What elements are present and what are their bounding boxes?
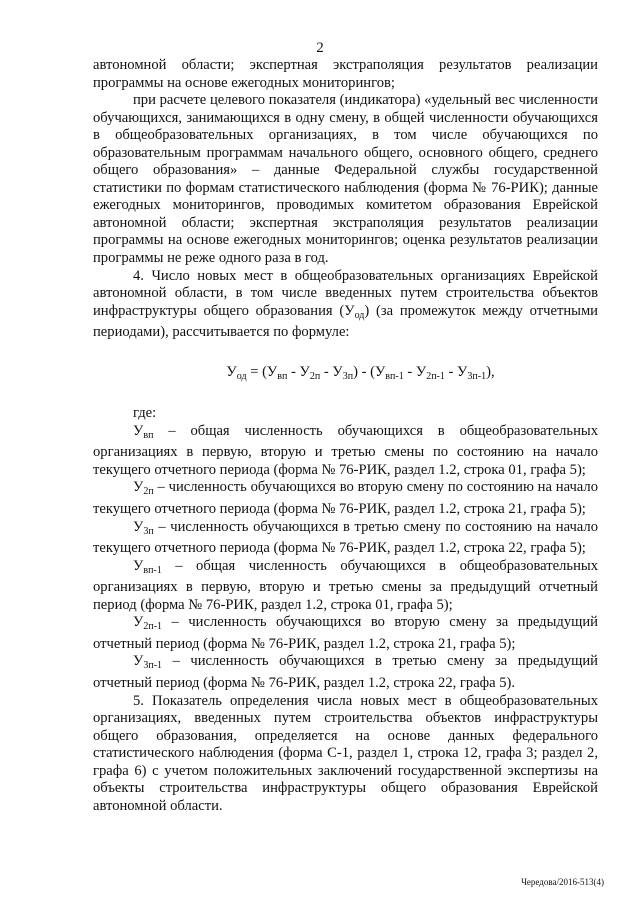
page-number: 2 <box>316 40 324 56</box>
formula: $У_{од} = (У_{вп} - У_{2п} - У_{3п}) - (У_{вп-1} - У_{2п-1} - У_{3п-1})$, <box>226 363 495 382</box>
footer-ref: Чередова/2016-513(4) <box>521 877 604 887</box>
document-body <box>93 57 598 815</box>
definition: $У_{вп}$ – общая численность обучающихся в общеобразовательных организациях в первую, вторую и третью смены по состоянию на начало текущего отчетного периода (форма № 76-РИК, раздел 1.2, строка 01, графа 5); <box>93 422 598 478</box>
definition: $У_{2п-1}$ – численность обучающихся во вторую смену за предыдущий отчетный период (форма № 76-РИК, раздел 1.2, строка 21, графа 5); <box>93 614 598 652</box>
definition: $У_{3п-1}$ – численность обучающихся в третью смену за предыдущий отчетный период (форма № 76-РИК, раздел 1.2, строка 22, графа 5). <box>93 653 598 691</box>
paragraph-4: 4. Число новых мест в общеобразовательных организациях Еврейской автономной области, в том числе введенных путем строительства объектов инфраструктуры общего образования $(У_{од})$ (за промежуток между отчетными периодами), рассчитывается по формуле: <box>93 267 598 341</box>
paragraph: при расчете целевого показателя (индикатора) «удельный вес численности обучающихся, занимающихся в одну смену, в общей численности обучающихся в общеобразовательных организациях, в том числе обучающихся по образовательным программам начального общего, основного общего, среднего общего образования» – данные Федеральной службы государственной статистики по формам статистического наблюдения (форма № 76-РИК); данные ежегодных мониторингов, проводимых комитетом образования Еврейской автономной области; экспертная экстраполяция результатов реализации программы на основе ежегодных мониторингов; оценка результатов реализации программы не реже одного раза в год. <box>93 92 598 267</box>
where-label: где: <box>133 405 157 422</box>
definition: $У_{3п}$ – численность обучающихся в третью смену по состоянию на начало текущего отчетного периода (форма № 76-РИК, раздел 1.2, строка 22, графа 5); <box>93 518 598 557</box>
definition: $У_{вп-1}$ – общая численность обучающихся в общеобразовательных организациях в первую, вторую и третью смены за предыдущий отчетный период (форма № 76-РИК, раздел 1.2, строка 01, графа 5); <box>93 557 598 613</box>
paragraph-5: 5. Показатель определения числа новых мест в общеобразовательных организациях, введенных путем строительства объектов инфраструктуры общего образования, определяется на основе данных федерального статистического наблюдения (форма С-1, раздел 1, строка 12, графа 3; раздел 2, графа 6) с учетом положительных заключений государственной экспертизы на объекты строительства инфраструктуры общего образования Еврейской автономной области. <box>93 692 598 814</box>
definition: $У_{2п}$ – численность обучающихся во вторую смену по состоянию на начало текущего отчетного периода (форма № 76-РИК, раздел 1.2, строка 21, графа 5); <box>93 479 598 518</box>
paragraph: автономной области; экспертная экстраполяция результатов реализации программы на основе ежегодных мониторингов; <box>93 57 598 91</box>
